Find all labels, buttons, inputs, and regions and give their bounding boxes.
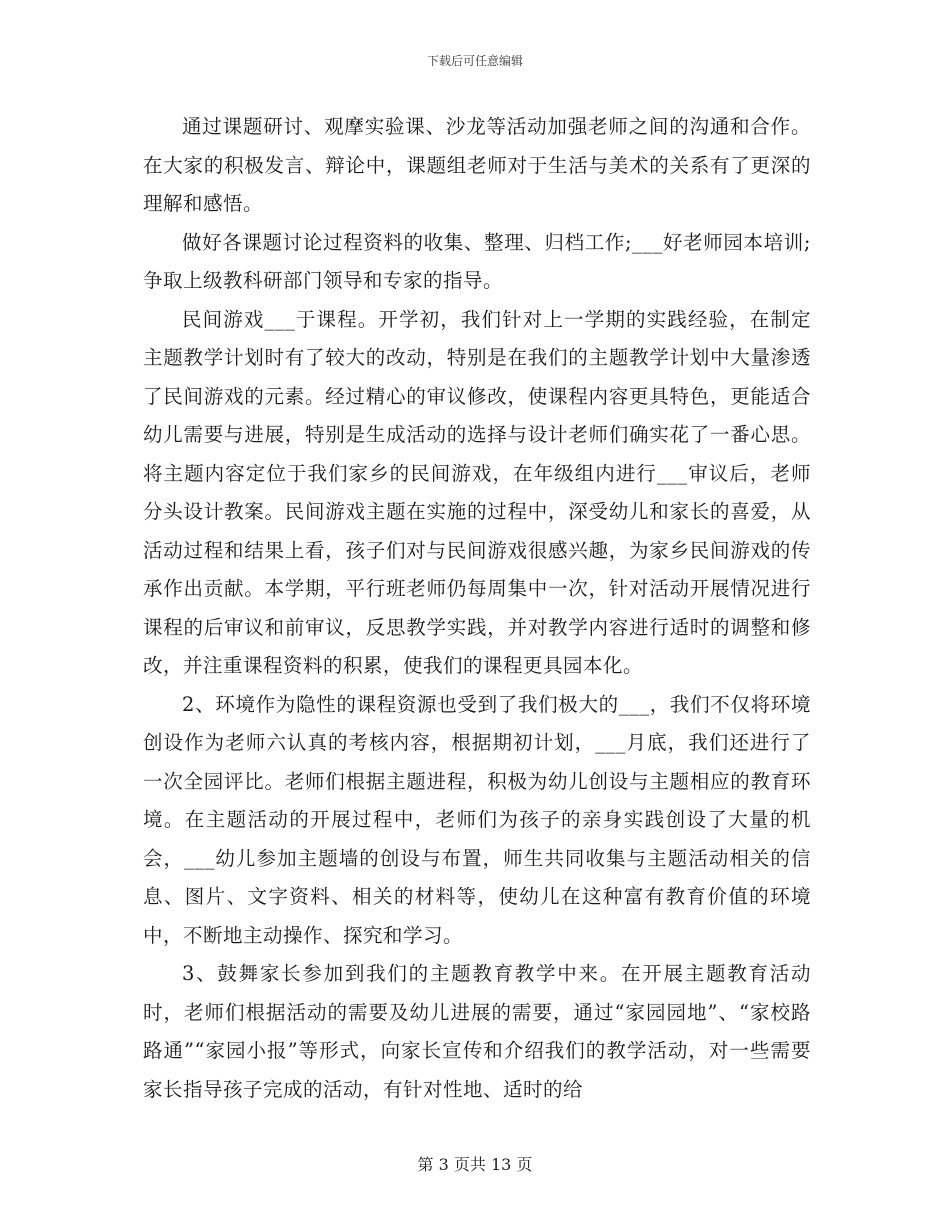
body-text: [143, 108, 811, 1109]
page-footer: 第 3 页共 13 页: [417, 1155, 533, 1174]
paragraph-2: 做好各课题讨论过程资料的收集、整理、归档工作;___好老师园本培训;争取上级教科研部门领导和专家的指导。: [143, 230, 811, 292]
paragraph-1: 通过课题研讨、观摩实验课、沙龙等活动加强老师之间的沟通和合作。在大家的积极发言、辩论中，课题组老师对于生活与美术的关系有了更深的理解和感悟。: [143, 115, 811, 215]
paragraph-4: 2、环境作为隐性的课程资源也受到了我们极大的___，我们不仅将环境创设作为老师六认真的考核内容，根据期初计划，___月底，我们还进行了一次全园评比。老师们根据主题进程，积极为幼儿创设与主题相应的教育环境。在主题活动的开展过程中，老师们为孩子的亲身实践创设了大量的机会，___幼儿参加主题墙的创设与布置，师生共同收集与主题活动相关的信息、图片、文字资料、相关的材料等，使幼儿在这种富有教育价值的环境中，不断地主动操作、探究和学习。: [143, 692, 811, 947]
page-header: 下载后可任意编辑: [426, 54, 523, 68]
paragraph-3: 民间游戏___于课程。开学初，我们针对上一学期的实践经验，在制定主题教学计划时有了较大的改动，特别是在我们的主题教学计划中大量渗透了民间游戏的元素。经过精心的审议修改，使课程内容更具特色，更能适合幼儿需要与进展，特别是生成活动的选择与设计老师们确实花了一番心思。将主题内容定位于我们家乡的民间游戏，在年级组内进行___审议后，老师分头设计教案。民间游戏主题在实施的过程中，深受幼儿和家长的喜爱，从活动过程和结果上看，孩子们对与民间游戏很感兴趣，为家乡民间游戏的传承作出贡献。本学期，平行班老师仍每周集中一次，针对活动开展情况进行课程的后审议和前审议，反思教学实践，并对教学内容进行适时的调整和修改，并注重课程资料的积累，使我们的课程更具园本化。: [143, 307, 811, 677]
paragraph-5: 3、鼓舞家长参加到我们的主题教育教学中来。在开展主题教育活动时，老师们根据活动的需要及幼儿进展的需要，通过“家园园地”、“家校路路通”“家园小报”等形式，向家长宣传和介绍我们的教学活动，对一些需要家长指导孩子完成的活动，有针对性地、适时的给: [143, 962, 811, 1101]
